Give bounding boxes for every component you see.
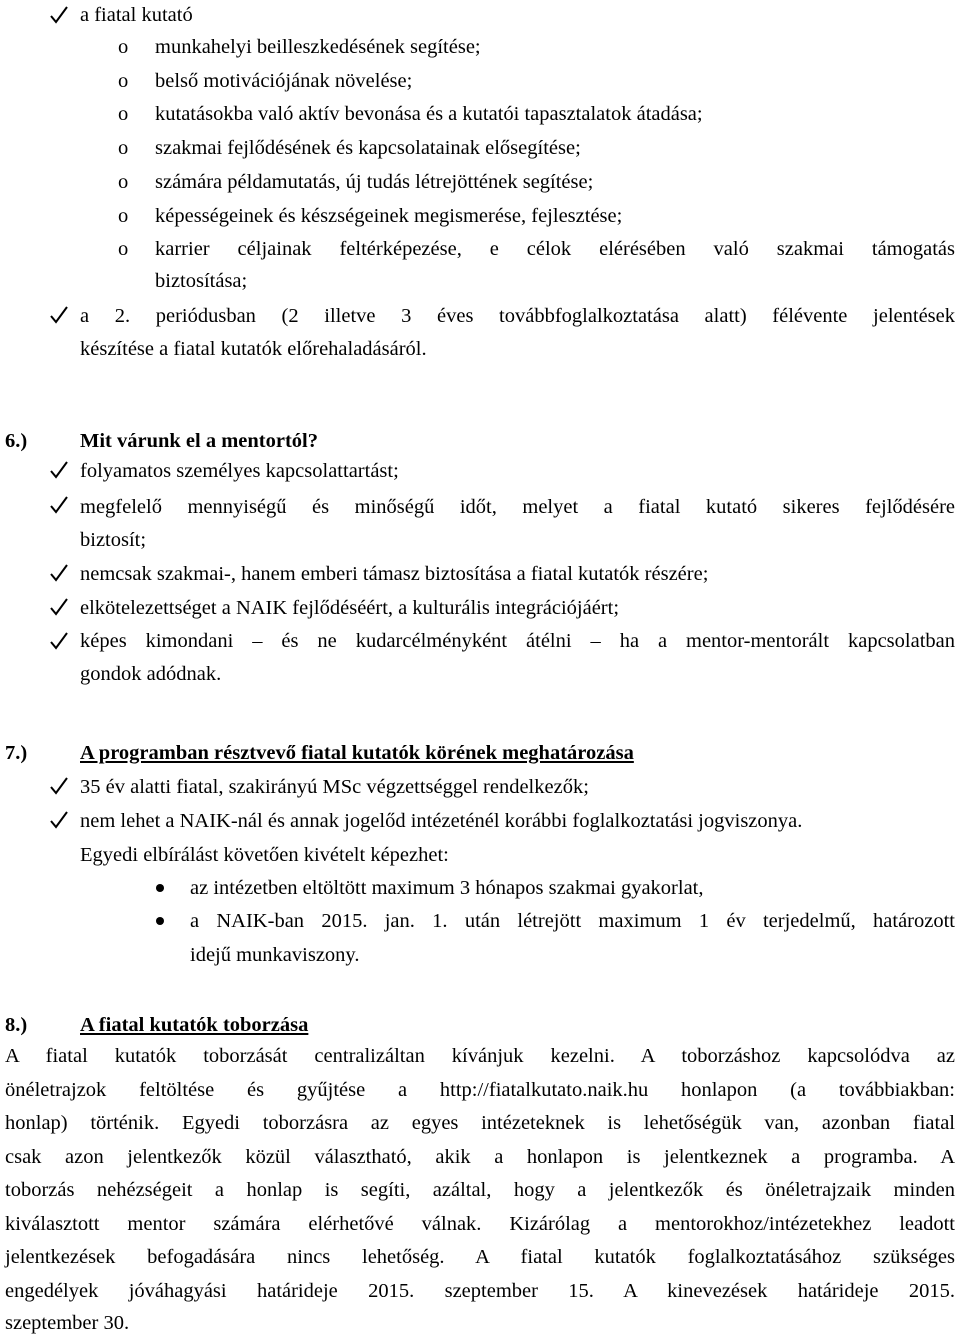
list-item-continuation: biztosít; [80,529,147,551]
sub-list-item: képességeinek és készségeinek megismerése, fejlesztése; [155,205,623,227]
paragraph-line: kiválasztott mentor számára elérhetővé válnak. Kizárólag a mentorokhoz/intézetekhez leadott [5,1213,955,1235]
sub-list-item: munkahelyi beilleszkedésének segítése; [155,36,481,58]
sub-list-item: kutatásokba való aktív bevonása és a kutatói tapasztalatok átadása; [155,103,703,125]
list-item: 35 év alatti fiatal, szakirányú MSc végzettséggel rendelkezők; [80,776,589,798]
checkmark-icon [48,596,70,618]
list-item: megfelelő mennyiségű és minőségű időt, melyet a fiatal kutató sikeres fejlődésére [80,496,955,518]
paragraph-line: csak azon jelentkezők közül választható, akik a honlapon is jelentkeznek a programba. A [5,1146,955,1168]
list-item-continuation: gondok adódnak. [80,663,222,685]
sub-list-item: karrier céljainak feltérképezése, e célok elérésében való szakmai támogatás [155,238,955,260]
checkmark-icon [48,304,70,326]
sub-bullet-marker: o [118,103,129,125]
list-item: folyamatos személyes kapcsolattartást; [80,460,399,482]
list-item: nemcsak szakmai-, hanem emberi támasz biztosítása a fiatal kutatók részére; [80,563,709,585]
paragraph-line: honlap) történik. Egyedi toborzásra az egyes intézeteknek is lehetőségük van, azonban fiatal [5,1112,955,1134]
paragraph-line: jelentkezések befogadására nincs lehetőség. A fiatal kutatók foglalkoztatásához szükséges [5,1246,955,1268]
sub-bullet-marker: o [118,70,129,92]
bullet-item: az intézetben eltöltött maximum 3 hónapos szakmai gyakorlat, [190,877,704,899]
sub-bullet-marker: o [118,171,129,193]
paragraph-line: engedélyek jóváhagyási határideje 2015. szeptember 15. A kinevezések határideje 2015. [5,1280,955,1302]
sub-bullet-marker: o [118,238,129,260]
list-item: képes kimondani – és ne kudarcélményként átélni – ha a mentor-mentorált kapcsolatban [80,630,955,652]
list-item: a fiatal kutató [80,4,193,26]
list-item: nem lehet a NAIK-nál és annak jogelőd intézeténél korábbi foglalkoztatási jogviszonya. [80,810,803,832]
section-title: Mit várunk el a mentortól? [80,430,318,452]
list-item: elkötelezettséget a NAIK fejlődéséért, a kulturális integrációjáért; [80,597,620,619]
checkmark-icon [48,809,70,831]
checkmark-icon [48,562,70,584]
bullet-item-continuation: idejű munkaviszony. [190,944,360,966]
paragraph-line: A fiatal kutatók toborzását centralizáltan kívánjuk kezelni. A toborzáshoz kapcsolódva az [5,1045,955,1067]
sub-list-item: szakmai fejlődésének és kapcsolatainak elősegítése; [155,137,581,159]
section-number: 6.) [5,430,28,452]
sub-list-item: belső motivációjának növelése; [155,70,413,92]
checkmark-icon [48,494,70,516]
section-number: 8.) [5,1014,28,1036]
paragraph-line: önéletrajzok feltöltése és gyűjtése a http://fiatalkutato.naik.hu honlapon (a továbbiakban: [5,1079,955,1101]
section-number: 7.) [5,742,28,764]
list-item: a 2. periódusban (2 illetve 3 éves továbbfoglalkoztatása alatt) félévente jelentések [80,305,955,327]
sub-bullet-marker: o [118,205,129,227]
section-title: A fiatal kutatók toborzása [80,1014,309,1036]
sub-bullet-marker: o [118,36,129,58]
sub-bullet-marker: o [118,137,129,159]
checkmark-icon [48,459,70,481]
list-item-continuation: Egyedi elbírálást követően kivételt képezhet: [80,844,449,866]
checkmark-icon [48,775,70,797]
sub-list-item: számára példamutatás, új tudás létrejöttének segítése; [155,171,594,193]
sub-list-item-continuation: biztosítása; [155,270,248,292]
paragraph-line: toborzás nehézségeit a honlap is segíti, azáltal, hogy a jelentkezők és önéletrajzaik minden [5,1179,955,1201]
bullet-dot-icon [156,917,164,925]
checkmark-icon [48,4,70,26]
list-item-continuation: készítése a fiatal kutatók előrehaladásáról. [80,338,427,360]
bullet-item: a NAIK-ban 2015. jan. 1. után létrejött maximum 1 év terjedelmű, határozott [190,910,955,932]
bullet-dot-icon [156,884,164,892]
checkmark-icon [48,630,70,652]
paragraph-line-last: szeptember 30. [5,1312,130,1334]
section-title: A programban résztvevő fiatal kutatók körének meghatározása [80,742,634,764]
